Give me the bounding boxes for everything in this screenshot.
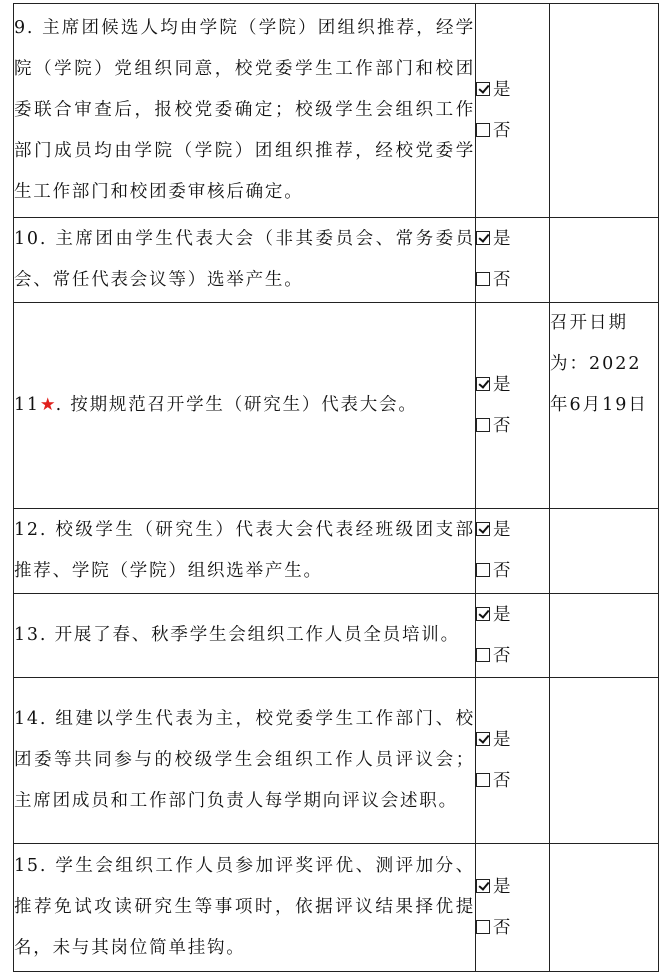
item-number: 11 bbox=[14, 395, 40, 415]
item-number: 10. bbox=[14, 229, 48, 249]
checked-checkbox-icon[interactable] bbox=[476, 879, 490, 893]
requirement-cell bbox=[14, 594, 476, 678]
empty-checkbox-icon[interactable] bbox=[476, 648, 490, 662]
requirement-cell bbox=[14, 678, 476, 844]
note-cell bbox=[550, 218, 659, 303]
note-cell bbox=[550, 678, 659, 844]
item-text: 组建以学生代表为主，校党委学生工作部门、校团委等共同参与的校级学生会组织工作人员评议会；主席团成员和工作部门负责人每学期向评议会述职。 bbox=[14, 709, 475, 811]
item-text: . 按期规范召开学生（研究生）代表大会。 bbox=[55, 395, 418, 415]
no-label: 否 bbox=[493, 561, 511, 581]
options-cell bbox=[476, 218, 550, 303]
checked-checkbox-icon[interactable] bbox=[476, 522, 490, 536]
table-row bbox=[14, 4, 659, 218]
table-row bbox=[14, 594, 659, 678]
requirement-cell bbox=[14, 218, 476, 303]
empty-checkbox-icon[interactable] bbox=[476, 418, 490, 432]
table-row bbox=[14, 303, 659, 509]
requirement-cell bbox=[14, 4, 476, 218]
yes-label: 是 bbox=[493, 374, 511, 395]
yes-label: 是 bbox=[493, 520, 511, 540]
checked-checkbox-icon[interactable] bbox=[476, 607, 490, 621]
item-number: 9. bbox=[14, 18, 35, 38]
requirement-cell bbox=[14, 509, 476, 594]
empty-checkbox-icon[interactable] bbox=[476, 123, 490, 137]
meeting-date-note: 召开日期为：2022年6月19日 bbox=[550, 303, 659, 509]
item-number: 13. bbox=[14, 625, 48, 645]
yes-label: 是 bbox=[493, 876, 511, 897]
table-row bbox=[14, 218, 659, 303]
checked-checkbox-icon[interactable] bbox=[476, 231, 490, 245]
empty-checkbox-icon[interactable] bbox=[476, 563, 490, 577]
checked-checkbox-icon[interactable] bbox=[476, 377, 490, 391]
checked-checkbox-icon[interactable] bbox=[476, 732, 490, 746]
note-cell bbox=[550, 4, 659, 218]
yes-label: 是 bbox=[493, 729, 511, 750]
table-row bbox=[14, 678, 659, 844]
empty-checkbox-icon[interactable] bbox=[476, 920, 490, 934]
options-cell bbox=[476, 303, 550, 509]
yes-label: 是 bbox=[493, 229, 511, 249]
item-text: 主席团候选人均由学院（学院）团组织推荐，经学院（学院）党组织同意，校党委学生工作部门和校团委联合审查后，报校党委确定；校级学生会组织工作部门成员均由学院（学院）团组织推荐，经校党委学生工作部门和校团委审核后确定。 bbox=[14, 18, 475, 202]
item-text: 主席团由学生代表大会（非其委员会、常务委员会、常任代表会议等）选举产生。 bbox=[14, 229, 475, 290]
item-text: 学生会组织工作人员参加评奖评优、测评加分、推荐免试攻读研究生等事项时，依据评议结果择优提名，未与其岗位简单挂钩。 bbox=[14, 856, 475, 958]
item-number: 14. bbox=[14, 709, 48, 729]
empty-checkbox-icon[interactable] bbox=[476, 773, 490, 787]
requirement-cell bbox=[14, 844, 476, 972]
checklist-table bbox=[13, 3, 659, 972]
item-text: 开展了春、秋季学生会组织工作人员全员培训。 bbox=[54, 625, 460, 645]
no-label: 否 bbox=[493, 415, 511, 436]
no-label: 否 bbox=[493, 770, 511, 791]
yes-label: 是 bbox=[493, 79, 511, 100]
item-number: 15. bbox=[14, 856, 48, 876]
options-cell bbox=[476, 4, 550, 218]
star-icon: ★ bbox=[39, 395, 56, 415]
options-cell bbox=[476, 844, 550, 972]
yes-label: 是 bbox=[493, 604, 511, 625]
note-cell bbox=[550, 844, 659, 972]
note-cell bbox=[550, 594, 659, 678]
item-text: 校级学生（研究生）代表大会代表经班级团支部推荐、学院（学院）组织选举产生。 bbox=[14, 520, 475, 581]
options-cell bbox=[476, 594, 550, 678]
options-cell bbox=[476, 509, 550, 594]
no-label: 否 bbox=[493, 270, 511, 290]
empty-checkbox-icon[interactable] bbox=[476, 272, 490, 286]
options-cell bbox=[476, 678, 550, 844]
table-row bbox=[14, 844, 659, 972]
checked-checkbox-icon[interactable] bbox=[476, 82, 490, 96]
requirement-cell bbox=[14, 303, 476, 509]
no-label: 否 bbox=[493, 120, 511, 141]
table-row bbox=[14, 509, 659, 594]
no-label: 否 bbox=[493, 645, 511, 666]
no-label: 否 bbox=[493, 917, 511, 938]
note-cell bbox=[550, 509, 659, 594]
item-number: 12. bbox=[14, 520, 48, 540]
